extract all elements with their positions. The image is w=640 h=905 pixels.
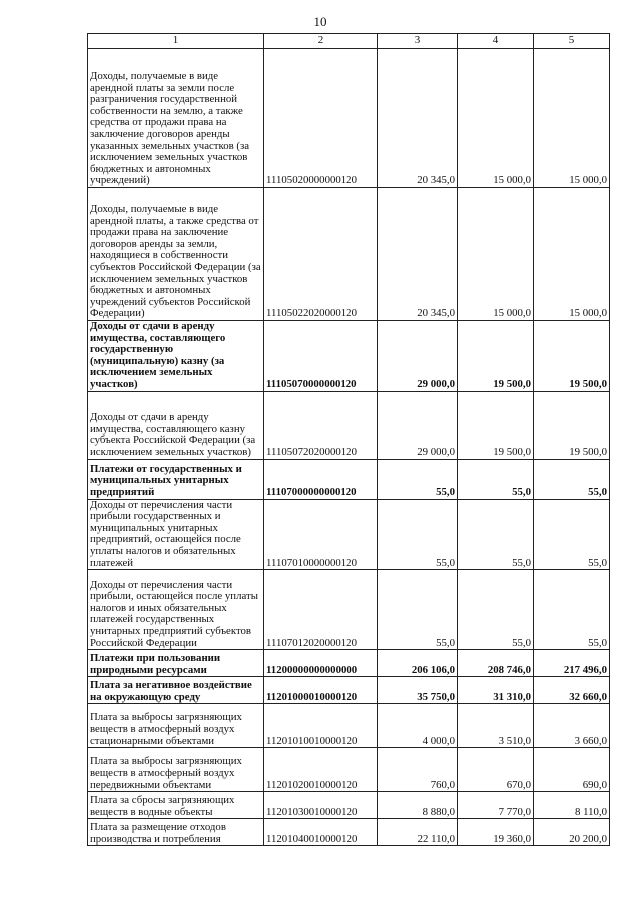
table-row: [88, 704, 610, 748]
value-col4-cell: 19 360,0: [458, 819, 534, 846]
column-header-1: 1: [88, 34, 264, 49]
value-col5-cell: 55,0: [534, 570, 610, 650]
budget-code-cell: 11105070000000120: [264, 321, 378, 392]
table-row: [88, 459, 610, 499]
value-col4-cell: 208 746,0: [458, 650, 534, 677]
budget-code-cell: 11200000000000000: [264, 650, 378, 677]
income-name-cell: Плата за выбросы загрязняющих веществ в атмосферный воздух передвижными объектами: [88, 748, 264, 792]
value-col5-cell: 15 000,0: [534, 188, 610, 321]
value-col4-cell: 55,0: [458, 570, 534, 650]
value-col4-cell: 7 770,0: [458, 792, 534, 819]
budget-code-cell: 11107012020000120: [264, 570, 378, 650]
income-name-cell: Платежи при пользовании природными ресурсами: [88, 650, 264, 677]
value-col3-cell: 760,0: [378, 748, 458, 792]
income-name-cell: Плата за выбросы загрязняющих веществ в атмосферный воздух стационарными объектами: [88, 704, 264, 748]
page-number: 10: [313, 14, 327, 29]
income-name-cell: Доходы от сдачи в аренду имущества, составляющего государственную (муниципальную) казну (за исключением земельных участков): [88, 321, 264, 392]
value-col3-cell: 55,0: [378, 570, 458, 650]
table-row: [88, 188, 610, 321]
budget-code-cell: 11107000000000120: [264, 459, 378, 499]
value-col3-cell: 20 345,0: [378, 188, 458, 321]
budget-code-cell: 11105020000000120: [264, 49, 378, 188]
value-col4-cell: 3 510,0: [458, 704, 534, 748]
value-col3-cell: 20 345,0: [378, 49, 458, 188]
income-name-cell: Плата за сбросы загрязняющих веществ в водные объекты: [88, 792, 264, 819]
value-col3-cell: 29 000,0: [378, 391, 458, 459]
value-col4-cell: 15 000,0: [458, 49, 534, 188]
table-row: [88, 499, 610, 570]
value-col5-cell: 3 660,0: [534, 704, 610, 748]
value-col4-cell: 19 500,0: [458, 391, 534, 459]
value-col3-cell: 206 106,0: [378, 650, 458, 677]
value-col5-cell: 19 500,0: [534, 321, 610, 392]
value-col4-cell: 15 000,0: [458, 188, 534, 321]
value-col3-cell: 4 000,0: [378, 704, 458, 748]
value-col4-cell: 670,0: [458, 748, 534, 792]
income-name-cell: Доходы от сдачи в аренду имущества, составляющего казну субъекта Российской Федерации (за исключением земельных участков): [88, 391, 264, 459]
value-col5-cell: 8 110,0: [534, 792, 610, 819]
value-col5-cell: 32 660,0: [534, 677, 610, 704]
value-col5-cell: 690,0: [534, 748, 610, 792]
value-col3-cell: 55,0: [378, 459, 458, 499]
value-col5-cell: 20 200,0: [534, 819, 610, 846]
column-header-2: 2: [264, 34, 378, 49]
value-col3-cell: 8 880,0: [378, 792, 458, 819]
table-row: [88, 570, 610, 650]
value-col5-cell: 19 500,0: [534, 391, 610, 459]
table-row: [88, 650, 610, 677]
budget-code-cell: 11201000010000120: [264, 677, 378, 704]
column-header-5: 5: [534, 34, 610, 49]
table-row: [88, 748, 610, 792]
column-header-4: 4: [458, 34, 534, 49]
budget-code-cell: 11201020010000120: [264, 748, 378, 792]
budget-code-cell: 11201010010000120: [264, 704, 378, 748]
table-row: [88, 391, 610, 459]
value-col3-cell: 29 000,0: [378, 321, 458, 392]
value-col5-cell: 55,0: [534, 459, 610, 499]
value-col3-cell: 22 110,0: [378, 819, 458, 846]
value-col5-cell: 15 000,0: [534, 49, 610, 188]
budget-code-cell: 11105022020000120: [264, 188, 378, 321]
budget-code-cell: 11105072020000120: [264, 391, 378, 459]
value-col5-cell: 55,0: [534, 499, 610, 570]
income-name-cell: Платежи от государственных и муниципальных унитарных предприятий: [88, 459, 264, 499]
value-col4-cell: 55,0: [458, 499, 534, 570]
budget-code-cell: 11107010000000120: [264, 499, 378, 570]
table-header-row: [88, 34, 610, 49]
table-row: [88, 49, 610, 188]
table-row: [88, 819, 610, 846]
table-row: [88, 677, 610, 704]
income-name-cell: Доходы от перечисления части прибыли, остающейся после уплаты налогов и иных обязательных платежей государственных унитарных предприятий субъектов Российской Федерации: [88, 570, 264, 650]
budget-code-cell: 11201040010000120: [264, 819, 378, 846]
table-row: [88, 321, 610, 392]
income-name-cell: Доходы, получаемые в виде арендной платы за земли после разграничения государственной собственности на землю, а также средства от продажи права на заключение договоров аренды указанных земельных участков (за исключением земельных участков бюджетных и автономных учреждений): [88, 49, 264, 188]
revenue-table: [87, 33, 610, 846]
value-col4-cell: 31 310,0: [458, 677, 534, 704]
column-header-3: 3: [378, 34, 458, 49]
value-col5-cell: 217 496,0: [534, 650, 610, 677]
value-col3-cell: 55,0: [378, 499, 458, 570]
value-col3-cell: 35 750,0: [378, 677, 458, 704]
income-name-cell: Доходы, получаемые в виде арендной платы, а также средства от продажи права на заключение договоров аренды за земли, находящиеся в собственности субъектов Российской Федерации (за исключением земельных участков бюджетных и автономных учреждений субъектов Российской Федерации): [88, 188, 264, 321]
value-col4-cell: 55,0: [458, 459, 534, 499]
income-name-cell: Плата за негативное воздействие на окружающую среду: [88, 677, 264, 704]
value-col4-cell: 19 500,0: [458, 321, 534, 392]
budget-code-cell: 11201030010000120: [264, 792, 378, 819]
income-name-cell: Плата за размещение отходов производства и потребления: [88, 819, 264, 846]
income-name-cell: Доходы от перечисления части прибыли государственных и муниципальных унитарных предприятий, остающейся после уплаты налогов и обязательных платежей: [88, 499, 264, 570]
table-row: [88, 792, 610, 819]
